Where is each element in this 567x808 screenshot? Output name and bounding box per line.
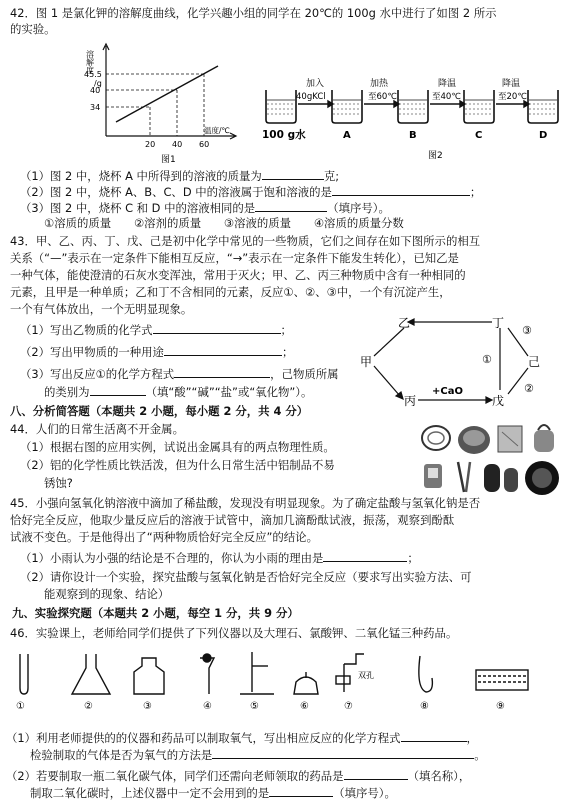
conical-flask-icon: [72, 654, 110, 694]
beaker-a-label: A: [343, 130, 351, 141]
q43-part1: （1）写出乙物质的化学式 ；: [20, 323, 292, 337]
step1-bottom: 40gKCl: [296, 92, 326, 102]
cao-label: +CaO: [432, 386, 463, 397]
node-ding: 丁: [492, 316, 505, 330]
apparatus-label: ⑧: [420, 701, 429, 712]
disc-icon: [525, 461, 559, 495]
wire-coil-icon: [422, 426, 450, 450]
q45-part2-line1: （2）请你设计一个实验，探究盐酸与氢氧化钠是否恰好完全反应（要求写出实验方法、可: [20, 570, 472, 584]
reaction-1: ①: [482, 353, 492, 366]
reaction-2: ②: [524, 382, 534, 395]
apparatus-label: ③: [143, 701, 152, 712]
fig1-ytick: 34: [90, 103, 101, 112]
alcohol-lamp-icon: [294, 672, 318, 694]
fig1-axes: [103, 44, 236, 139]
beaker-c-label: C: [475, 130, 483, 141]
test-tube-icon: [20, 654, 28, 694]
start-label: 100 g水: [262, 129, 306, 141]
q43-part3: （3）写出反应①的化学方程式 ，己物质所属: [20, 367, 339, 381]
delivery-tube-icon: [419, 656, 433, 692]
kettle-icon: [534, 425, 554, 452]
apparatus-label: ①: [16, 701, 25, 712]
step3-bottom: 至40℃: [432, 92, 461, 102]
step2-top: 加热: [370, 79, 389, 89]
utensils-icon: [458, 462, 470, 492]
q43-line2: 关系（“—”表示在一定条件下能相互反应，“→”表示在一定条件下能发生转化），已知乙是: [10, 251, 459, 265]
section-9-title: 九、实验探究题（本题共 2 小题，每空 1 分，共 9 分）: [12, 606, 299, 620]
beaker-start: [266, 90, 296, 123]
q42-part2: （2）图 2 中，烧杯 A、B、C、D 中的溶液属于饱和溶液的是 ；: [20, 185, 482, 199]
step1-top: 加入: [306, 79, 325, 89]
metal-applications-photos: [418, 418, 564, 496]
apparatus-label: ④: [203, 701, 212, 712]
section-8-title: 八、分析简答题（本题共 2 小题，每小题 2 分，共 4 分）: [10, 404, 309, 418]
beaker-experiment-figure: [262, 52, 562, 164]
answer-blank[interactable]: [332, 184, 470, 196]
double-hole-label: 双孔: [358, 671, 374, 680]
answer-blank[interactable]: [262, 168, 324, 180]
q43-line1: 43．甲、乙、丙、丁、戊、己是初中化学中常见的一些物质，它们之间存在如下图所示的相互: [10, 234, 481, 248]
answer-blank[interactable]: [401, 730, 467, 742]
q43-line5: 一个有气体放出，一个无明显现象。: [10, 302, 193, 316]
fig1-guides: [106, 74, 204, 136]
water-trough-icon: [476, 670, 528, 690]
q45-line1: 45．小强向氢氧化钠溶液中滴加了稀盐酸，发现没有明显现象。为了确定盐酸与氢氧化钠是否: [10, 496, 481, 510]
answer-blank[interactable]: [269, 785, 333, 797]
answer-blank[interactable]: [153, 322, 281, 334]
apparatus-label: ②: [84, 701, 93, 712]
apparatus-label: ⑥: [300, 701, 309, 712]
foil-icon: [498, 426, 522, 452]
q44-part2-line1: （2）铝的化学性质比铁活泼，但为什么日常生活中铝制品不易: [20, 458, 335, 472]
node-ji: 己: [528, 355, 541, 369]
answer-blank[interactable]: [164, 344, 282, 356]
cup-icon: [424, 464, 442, 488]
long-neck-funnel-icon: [200, 654, 214, 694]
q46-part1-line2: 检验制取的气体是否为氧气的方法是 。: [30, 748, 486, 762]
fig1-ylabel-top: 溶解度: [85, 50, 95, 74]
q45-line2: 恰好完全反应，他取少量反应后的溶液于试管中，滴加几滴酚酞试液，振荡，观察到酚酞: [10, 513, 455, 527]
q43-line4: 元素，且甲是一种单质；乙和丁不含相同的元素，反应①、②、③中，一个有沉淀产生，: [10, 285, 451, 299]
tank-icon: [484, 464, 518, 492]
apparatus-label: ⑦: [344, 701, 353, 712]
fig1-xlabel: 温度/℃: [204, 126, 230, 135]
pot-icon: [458, 426, 490, 454]
reaction-3: ③: [522, 324, 532, 337]
fig1-xtick: 20: [145, 140, 156, 149]
q42-stem-line2: 的实验。: [10, 22, 56, 36]
node-bing: 丙: [404, 394, 417, 408]
solubility-curve-figure: [76, 38, 246, 168]
q46-part2-line1: （2）若要制取一瓶二氧化碳气体，同学们还需向老师领取的药品是 （填名称），: [6, 769, 471, 783]
beaker-d-label: D: [539, 130, 548, 141]
node-wu: 戊: [492, 394, 505, 408]
q46-part2-line2: 制取二氧化碳时，上述仪器中一定不会用到的是 （填序号）。: [30, 786, 396, 800]
lab-apparatus-row: [6, 648, 562, 714]
fig1-ytick: 40: [90, 86, 101, 95]
q43-part2: （2）写出甲物质的一种用途 ；: [20, 345, 294, 359]
fig1-xtick: 40: [172, 140, 183, 149]
solubility-curve-line: [116, 66, 218, 122]
beaker-d: [528, 90, 558, 123]
q45-part1: （1）小雨认为小强的结论是不合理的，你认为小雨的理由是 ；: [20, 551, 419, 565]
beaker-c: [464, 90, 494, 123]
node-jia: 甲: [360, 355, 373, 369]
q44-stem: 44．人们的日常生活离不开金属。: [10, 422, 184, 436]
q43-line3: 一种气体，能使澄清的石灰水变浑浊，常用于灭火；甲、乙、丙三种物质中含有一种相同的: [10, 268, 466, 282]
q42-stem-line1: 42．图 1 是氯化钾的溶解度曲线，化学兴趣小组的同学在 20℃的 100g 水中进行了如图 2 所示: [10, 6, 497, 20]
answer-blank[interactable]: [174, 366, 270, 378]
apparatus-label: ⑨: [496, 701, 505, 712]
fig1-xtick: 60: [199, 140, 210, 149]
q44-part1: （1）根据右图的应用实例，试说出金属具有的两点物理性质。: [20, 440, 335, 454]
substance-relation-diagram: [352, 312, 562, 408]
step4-bottom: 至20℃: [498, 92, 527, 102]
step4-top: 降温: [502, 79, 521, 89]
q45-part2-line2: 能观察到的现象、结论）: [44, 587, 170, 601]
q45-line3: 试液不变色。于是他得出了“两种物质恰好完全反应”的结论。: [10, 530, 318, 544]
fig1-ytick: 45.5: [84, 70, 102, 79]
answer-blank[interactable]: [255, 200, 327, 212]
beaker-b: [398, 90, 428, 123]
beaker-a: [332, 90, 362, 123]
answer-blank[interactable]: [212, 747, 474, 759]
step3-top: 降温: [438, 79, 457, 89]
q43-part3-cont: 的类别为 （填“酸”“碱”“盐”或“氧化物”）。: [44, 385, 313, 399]
answer-blank[interactable]: [90, 384, 146, 396]
gas-bottle-icon: [134, 658, 164, 694]
step2-bottom: 至60℃: [368, 92, 397, 102]
beaker-b-label: B: [409, 130, 417, 141]
q42-part1: （1）图 2 中，烧杯 A 中所得到的溶液的质量为 克;: [20, 169, 340, 183]
q46-part1-line1: （1）利用老师提供的的仪器和药品可以制取氧气，写出相应反应的化学方程式 ，: [6, 731, 478, 745]
fig1-ylabel-unit: /g: [94, 79, 102, 88]
q44-part2-line2: 锈蚀?: [44, 476, 73, 490]
link-yi-jia: [374, 328, 404, 356]
iron-stand-icon: [240, 652, 274, 694]
fig2-caption: 图2: [428, 151, 443, 161]
node-yi: 乙: [398, 316, 411, 330]
apparatus-label: ⑤: [250, 701, 259, 712]
q42-part3: （3）图 2 中，烧杯 C 和 D 中的溶液相同的是 （填序号）。: [20, 201, 390, 215]
answer-blank[interactable]: [344, 768, 408, 780]
q42-options: ①溶质的质量 ②溶剂的质量 ③溶液的质量 ④溶质的质量分数: [44, 216, 404, 230]
q46-stem: 46．实验课上，老师给同学们提供了下列仪器以及大理石、氯酸钾、二氧化锰三种药品。: [10, 626, 458, 640]
link-jia-bing: [374, 366, 400, 396]
answer-blank[interactable]: [323, 550, 407, 562]
fig1-caption: 图1: [161, 155, 176, 165]
